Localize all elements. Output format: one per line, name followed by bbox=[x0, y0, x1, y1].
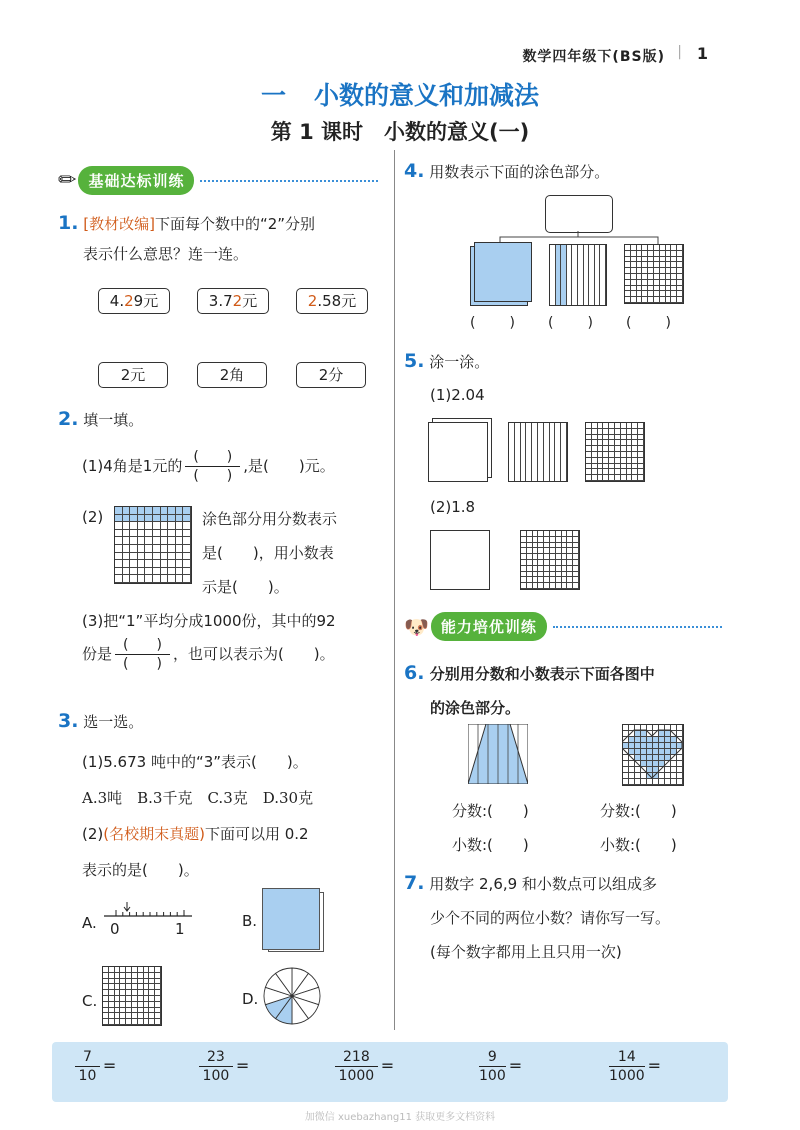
q6-trapezoid-figure bbox=[468, 724, 528, 784]
shaded-square bbox=[262, 888, 320, 950]
grid-cell bbox=[138, 530, 146, 538]
banner-label: 能力培优训练 bbox=[431, 612, 547, 641]
q1-tag: [教材改编] bbox=[83, 215, 155, 233]
grid-cell bbox=[130, 530, 138, 538]
grid-cell bbox=[161, 568, 169, 576]
chapter-title: 小数的意义和加减法 bbox=[314, 81, 540, 110]
grid-cell bbox=[115, 560, 123, 568]
q4-heading: 4. 用数表示下面的涂色部分。 bbox=[404, 160, 610, 182]
bottom-fraction[interactable]: $\frac{23}{100}$ = bbox=[196, 1048, 249, 1085]
grid-cell bbox=[115, 522, 123, 530]
grid-cell bbox=[123, 507, 131, 515]
page-number: 1 bbox=[696, 44, 708, 63]
grid-cell bbox=[176, 515, 184, 523]
grid-cell bbox=[168, 553, 176, 561]
grid-cell bbox=[145, 545, 153, 553]
q1-number-box[interactable]: 2.58元 bbox=[296, 288, 368, 314]
number-line-one: 1 bbox=[175, 920, 185, 938]
grid-cell bbox=[123, 522, 131, 530]
q5-hundred-grid[interactable] bbox=[520, 530, 580, 590]
fraction-blank[interactable]: $\frac{( )}{( )}$ bbox=[115, 636, 170, 673]
grid-cell bbox=[123, 530, 131, 538]
grid-cell bbox=[130, 560, 138, 568]
grid-cell bbox=[168, 560, 176, 568]
grid-cell bbox=[130, 537, 138, 545]
q2-part2-text: 涂色部分用分数表示 是( )，用小数表 示是( )。 bbox=[202, 510, 338, 596]
grid-cell bbox=[115, 530, 123, 538]
grid-cell bbox=[145, 530, 153, 538]
option-a-label[interactable]: A. bbox=[82, 914, 97, 932]
q1-text1: 下面每个数中的“2”分别 bbox=[154, 215, 316, 233]
decimal-answer-blank[interactable]: 小数:( ) bbox=[452, 836, 529, 854]
grid-cell bbox=[138, 575, 146, 583]
advanced-training-banner bbox=[404, 612, 722, 641]
option-c-label[interactable]: C. bbox=[82, 992, 98, 1010]
grid-cell bbox=[123, 537, 131, 545]
bottom-fraction[interactable]: $\frac{7}{10}$ = bbox=[72, 1048, 116, 1085]
grid-cell bbox=[153, 545, 161, 553]
grid-cell bbox=[183, 560, 191, 568]
q3-body: (1)5.673 吨中的“3”表示( )。 A.3吨 B.3千克 C.3克 D.30克 (2)(名校期末真题)下面可以用 0.2 表示的是( )。 bbox=[82, 753, 314, 879]
grid-cell bbox=[161, 530, 169, 538]
q5-hundred-grid[interactable] bbox=[585, 422, 645, 482]
grid-cell bbox=[138, 522, 146, 530]
grid-cell bbox=[183, 545, 191, 553]
grid-cell bbox=[183, 530, 191, 538]
q4-hundred-grid bbox=[624, 244, 684, 304]
watermark-text: 加微信 xuebazhang11 获取更多文档资料 bbox=[304, 1112, 496, 1123]
grid-cell bbox=[168, 537, 176, 545]
grid-cell bbox=[123, 545, 131, 553]
grid-cell bbox=[153, 553, 161, 561]
grid-cell bbox=[168, 545, 176, 553]
column-divider bbox=[394, 150, 395, 1030]
q4-full-square bbox=[474, 242, 532, 302]
grid-cell bbox=[161, 507, 169, 515]
grid-cell bbox=[130, 522, 138, 530]
grid-cell bbox=[168, 507, 176, 515]
strip-column bbox=[600, 245, 606, 305]
q1-unit-box[interactable]: 2元 bbox=[98, 362, 168, 388]
grid-cell bbox=[176, 560, 184, 568]
q7: 7. 用数字 2,6,9 和小数点可以组成多 少个不同的两位小数？请你写一写。 (每个数字都用上且只用一次) bbox=[404, 872, 671, 961]
grid-cell bbox=[176, 522, 184, 530]
q4-blank[interactable]: ( ) bbox=[548, 315, 595, 331]
bottom-fraction[interactable]: $\frac{14}{1000}$ = bbox=[609, 1049, 662, 1084]
option-b-label[interactable]: B. bbox=[242, 912, 258, 930]
bottom-fraction[interactable]: $\frac{9}{100}$ = bbox=[479, 1049, 523, 1084]
grid-cell bbox=[145, 515, 153, 523]
q4-tenths-strip bbox=[549, 244, 607, 306]
grid-cell bbox=[153, 560, 161, 568]
grid-cell bbox=[176, 507, 184, 515]
lesson-title: 第 1 课时 小数的意义(一) bbox=[270, 120, 530, 144]
q6-answers-left bbox=[452, 794, 529, 862]
decimal-answer-blank[interactable]: 小数:( ) bbox=[600, 836, 677, 854]
grid-cell bbox=[130, 553, 138, 561]
grid-cell bbox=[123, 560, 131, 568]
basic-training-banner bbox=[58, 166, 378, 195]
fraction-answer-blank[interactable]: 分数:( ) bbox=[452, 802, 529, 820]
q5-heading: 5. 涂一涂。 bbox=[404, 350, 490, 372]
grid-cell bbox=[161, 537, 169, 545]
grid-cell bbox=[153, 530, 161, 538]
grid-cell bbox=[161, 553, 169, 561]
chapter-heading bbox=[0, 76, 800, 112]
grid-cell bbox=[115, 515, 123, 523]
grid-cell bbox=[153, 507, 161, 515]
q5-part2: (2)1.8 bbox=[430, 498, 476, 516]
q3-heading: 3. 选一选。 bbox=[58, 710, 144, 732]
grid-cell bbox=[145, 560, 153, 568]
q2-part2-label: (2) bbox=[82, 508, 104, 526]
grid-cell bbox=[153, 575, 161, 583]
grid-cell bbox=[638, 475, 644, 481]
grid-cell bbox=[115, 537, 123, 545]
grid-cell bbox=[145, 575, 153, 583]
grid-cell bbox=[168, 515, 176, 523]
book-title: 数学四年级下(BS版) bbox=[522, 49, 665, 65]
grid-cell bbox=[145, 507, 153, 515]
grid-cell bbox=[130, 507, 138, 515]
grid-cell bbox=[183, 575, 191, 583]
grid-cell bbox=[161, 545, 169, 553]
grid-cell bbox=[138, 507, 146, 515]
strip-column bbox=[561, 423, 567, 481]
option-d-label[interactable]: D. bbox=[242, 990, 259, 1008]
grid-cell bbox=[176, 537, 184, 545]
number-line-zero: 0 bbox=[110, 920, 120, 938]
q2-part1: (1)4角是1元的 $\frac{( )}{( )}$ ,是( )元。 bbox=[82, 449, 335, 484]
q1-number-box[interactable]: 3.72元 bbox=[197, 288, 269, 314]
grid-cell bbox=[123, 568, 131, 576]
grid-cell bbox=[168, 530, 176, 538]
grid-cell bbox=[183, 522, 191, 530]
grid-cell bbox=[161, 515, 169, 523]
grid-cell bbox=[130, 515, 138, 523]
grid-cell bbox=[153, 515, 161, 523]
grid-cell bbox=[138, 553, 146, 561]
grid-cell bbox=[183, 553, 191, 561]
fraction-blank[interactable]: $\frac{( )}{( )}$ bbox=[185, 448, 240, 485]
grid-cell bbox=[115, 553, 123, 561]
banner-dots bbox=[553, 626, 722, 628]
grid-cell bbox=[115, 507, 123, 515]
q2-part3: (3)把“1”平均分成1000份，其中的92 份是 $\frac{( )}{( )}$ ，也可以表示为( )。 bbox=[82, 612, 336, 672]
grid-cell bbox=[123, 575, 131, 583]
grid-cell bbox=[115, 545, 123, 553]
chapter-number: 一 bbox=[260, 81, 286, 110]
grid-cell bbox=[176, 530, 184, 538]
q1-unit-box[interactable]: 2角 bbox=[197, 362, 267, 388]
grid-cell bbox=[176, 568, 184, 576]
grid-cell bbox=[138, 545, 146, 553]
q1-number-box[interactable]: 4.29元 bbox=[98, 288, 170, 314]
q5-blank-square[interactable] bbox=[428, 422, 488, 482]
grid-cell bbox=[138, 568, 146, 576]
q1-number: 1. bbox=[58, 212, 79, 234]
grid-cell bbox=[176, 545, 184, 553]
dog-mascot-icon: 🐶 bbox=[404, 614, 429, 639]
grid-cell bbox=[677, 297, 683, 303]
grid-cell bbox=[183, 515, 191, 523]
grid-cell bbox=[145, 537, 153, 545]
grid-cell bbox=[183, 537, 191, 545]
grid-cell bbox=[168, 522, 176, 530]
grid-cell bbox=[145, 568, 153, 576]
q1-unit-box[interactable]: 2分 bbox=[296, 362, 366, 388]
heart-outline bbox=[622, 724, 682, 784]
grid-cell bbox=[153, 568, 161, 576]
grid-cell bbox=[130, 545, 138, 553]
grid-cell bbox=[115, 575, 123, 583]
q6-answers-right bbox=[600, 794, 677, 862]
banner-label: 基础达标训练 bbox=[78, 166, 194, 195]
banner-dots bbox=[200, 180, 378, 182]
q5-part1: (1)2.04 bbox=[430, 386, 485, 404]
q4-blank[interactable]: ( ) bbox=[626, 315, 673, 331]
grid-cell bbox=[145, 522, 153, 530]
grid-cell bbox=[153, 537, 161, 545]
grid-cell bbox=[145, 553, 153, 561]
q4-answer-box[interactable] bbox=[545, 195, 613, 233]
q6: 6. 分别用分数和小数表示下面各图中 的涂色部分。 bbox=[404, 662, 655, 717]
q4-blank[interactable]: ( ) bbox=[470, 315, 517, 331]
q1 bbox=[58, 208, 388, 269]
pie-circle bbox=[262, 966, 322, 1026]
grid-cell bbox=[123, 553, 131, 561]
grid-cell bbox=[168, 568, 176, 576]
fraction-answer-blank[interactable]: 分数:( ) bbox=[600, 802, 677, 820]
grid-cell bbox=[176, 575, 184, 583]
grid-cell bbox=[130, 568, 138, 576]
grid-cell bbox=[183, 507, 191, 515]
header-separator: | bbox=[677, 44, 682, 60]
grid-cell bbox=[168, 575, 176, 583]
grid-cell bbox=[161, 575, 169, 583]
pencil-kid-icon: ✏ bbox=[58, 168, 77, 193]
arrow-down-icon bbox=[124, 902, 130, 911]
option-c-grid bbox=[102, 966, 162, 1026]
grid-cell bbox=[123, 515, 131, 523]
bottom-fraction[interactable]: $\frac{218}{1000}$ = bbox=[332, 1048, 394, 1085]
q5-tenths-strip[interactable] bbox=[508, 422, 568, 482]
q5-blank-square[interactable] bbox=[430, 530, 490, 590]
grid-cell bbox=[115, 568, 123, 576]
grid-cell bbox=[138, 515, 146, 523]
grid-cell bbox=[153, 522, 161, 530]
grid-cell bbox=[183, 568, 191, 576]
grid-cell bbox=[138, 537, 146, 545]
grid-cell bbox=[130, 575, 138, 583]
grid-cell bbox=[176, 553, 184, 561]
grid-cell bbox=[138, 560, 146, 568]
q2-heading: 2. 填一填。 bbox=[58, 408, 144, 430]
grid-cell bbox=[155, 1019, 161, 1025]
grid-cell bbox=[161, 522, 169, 530]
grid-cell bbox=[161, 560, 169, 568]
q2-hundred-grid bbox=[114, 506, 192, 584]
grid-cell bbox=[573, 583, 579, 589]
q1-text2: 表示什么意思？连一连。 bbox=[83, 245, 249, 263]
